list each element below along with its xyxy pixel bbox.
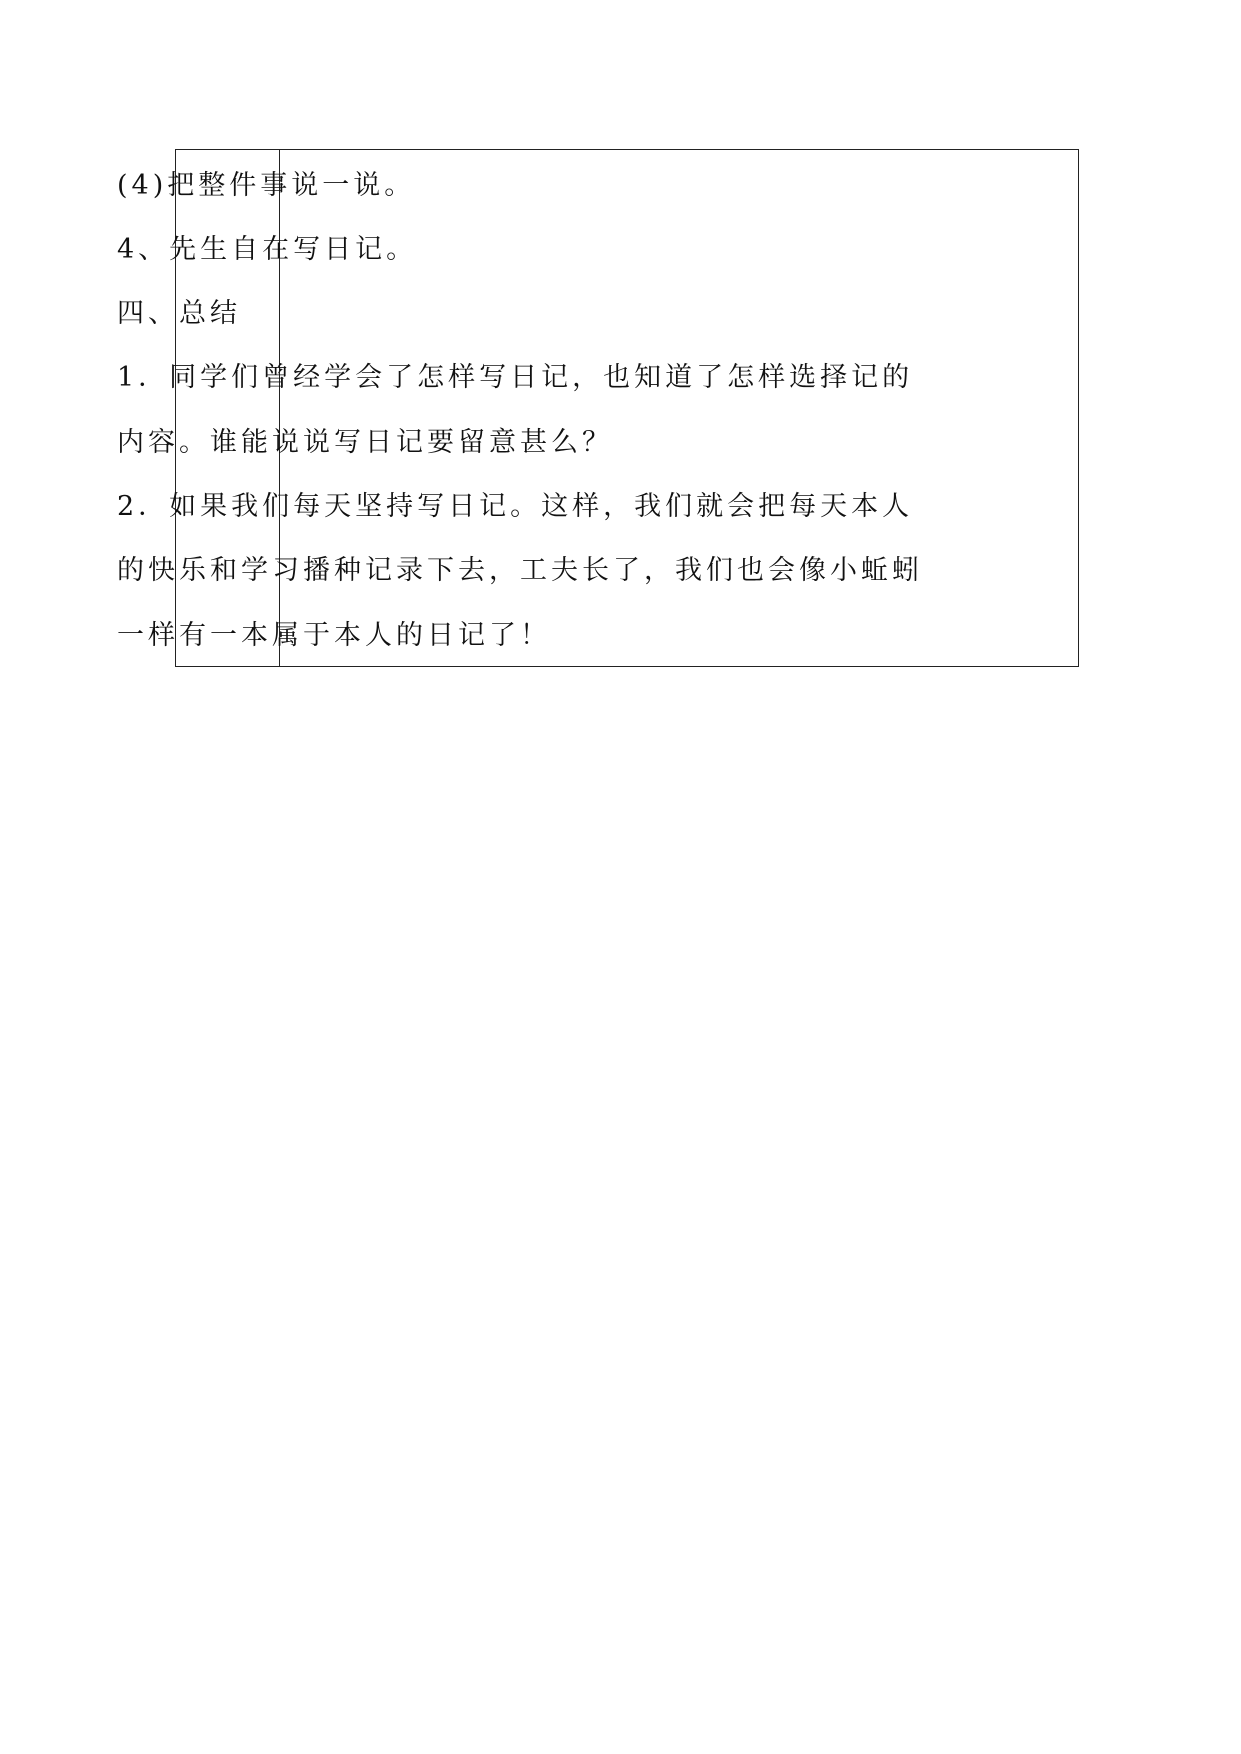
lesson-table bbox=[175, 149, 1079, 667]
text-line-summary-2a: 2．如果我们每天坚持写日记。这样，我们就会把每天本人 bbox=[117, 491, 914, 522]
text-line-summary-2b: 的快乐和学习播种记录下去，工夫长了，我们也会像小蚯蚓 bbox=[117, 555, 923, 586]
left-column-cell bbox=[176, 150, 280, 666]
text-line-summary-1a: 1．同学们曾经学会了怎样写日记，也知道了怎样选择记的 bbox=[117, 362, 914, 393]
text-line-summary-2c: 一样有一本属于本人的日记了！ bbox=[117, 620, 551, 651]
content-cell bbox=[280, 150, 1078, 666]
text-line-teacher-writes: 4、先生自在写日记。 bbox=[117, 234, 418, 265]
section-heading-summary: 四、总结 bbox=[117, 298, 241, 329]
text-line-summary-1b: 内容。谁能说说写日记要留意甚么？ bbox=[117, 427, 613, 458]
text-line-step-4: (4)把整件事说一说。 bbox=[117, 170, 416, 201]
